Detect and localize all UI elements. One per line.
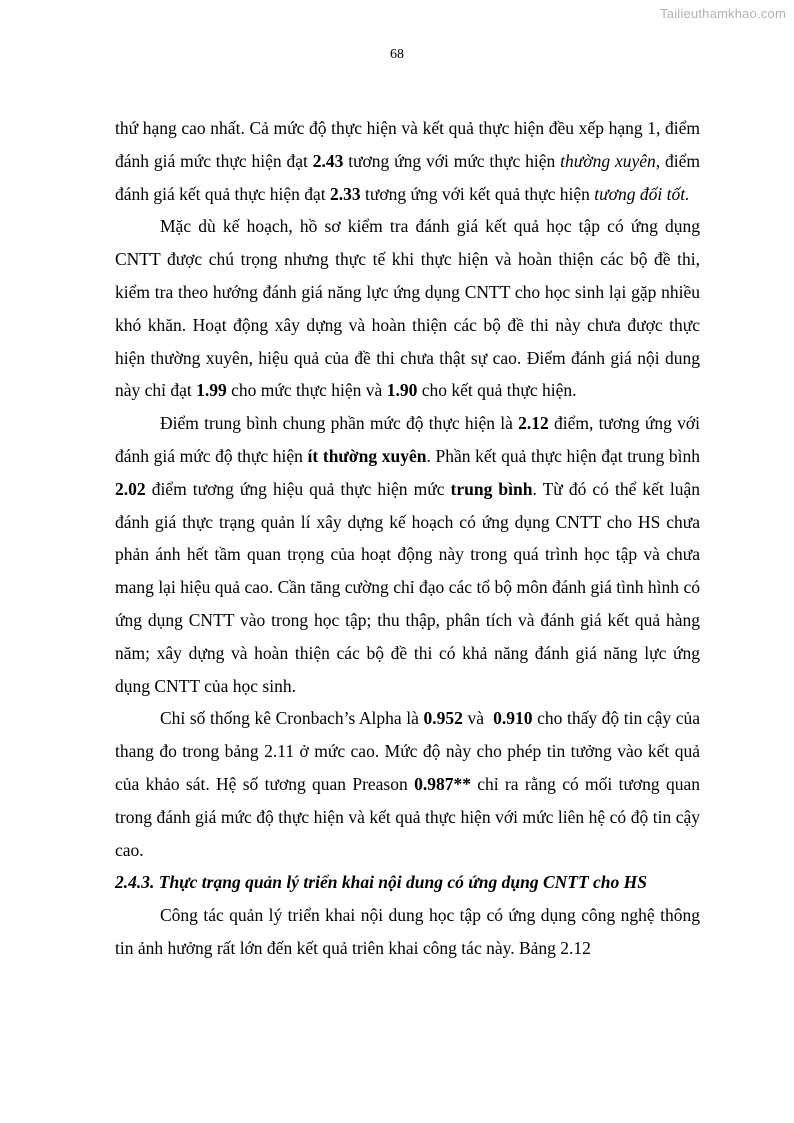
emphasis-trung-binh: trung bình	[450, 478, 533, 499]
text-run: Công tác quản lý triển khai nội dung học tập có ứng dụng công nghệ thông tin ảnh hưởng rất lớn đến kết quả triên khai công tác này. Bảng 2.12	[115, 905, 700, 958]
value-0-910: 0.910	[493, 708, 533, 729]
value-2-12: 2.12	[518, 413, 549, 434]
text-run: cho thấy độ tin cậy của thang đo trong bảng 2.11 ở mức cao. Mức độ này cho phép tin tưởng vào kết quả của khảo sát. Hệ số tương quan Preason	[115, 708, 700, 794]
text-run: chỉ ra rằng có mối tương quan trong đánh giá mức độ thực hiện và kết quả thực hiện với mức liên hệ có độ tin cậy cao.	[115, 773, 701, 860]
value-2-43: 2.43	[312, 150, 344, 171]
section-heading-text: 2.4.3. Thực trạng quản lý triển khai nội dung có ứng dụng CNTT cho HS	[115, 872, 647, 893]
text-run: và	[462, 708, 494, 729]
text-run: tương ứng với mức thực hiện	[343, 150, 561, 171]
text-run: . Phần kết quả thực hiện đạt trung bình	[426, 445, 700, 466]
paragraph-4	[115, 702, 700, 866]
page-number: 68	[390, 47, 404, 62]
text-run: cho kết quả thực hiện.	[417, 380, 577, 401]
text-run: tương ứng với kết quả thực hiện	[360, 183, 595, 204]
paragraph-5	[115, 899, 700, 965]
paragraph-3	[115, 407, 700, 702]
text-run: điểm, tương ứng với đánh giá mức độ thực hiện	[115, 413, 700, 466]
emphasis-thuong-xuyen: thường xuyên,	[560, 150, 661, 171]
text-run: Điểm trung bình chung phần mức độ thực hiện là	[160, 413, 519, 434]
section-heading	[115, 866, 700, 899]
text-run: . Từ đó có thể kết luận đánh giá thực trạng quản lí xây dựng kế hoạch có ứng dụng CNTT cho HS chưa phản ánh hết tầm quan trọng của hoạt động này trong quá trình học tập và chưa mang lại hiệu quả cao. Cần tăng cường chỉ đạo các tổ bộ môn đánh giá tình hình có ứng dụng CNTT vào trong học tập; thu thập, phân tích và đánh giá kết quả hàng năm; xây dựng và hoàn thiện các bộ đề thi có khả năng đánh giá năng lực ứng dụng CNTT của học sinh.	[115, 478, 700, 696]
watermark: Tailieuthamkhao.com	[660, 6, 786, 21]
text-run: điểm đánh giá kết quả thực hiện đạt	[115, 150, 700, 204]
value-1-90: 1.90	[386, 380, 418, 401]
emphasis-tuong-doi-tot: tương đối tốt.	[594, 183, 690, 204]
document-body	[115, 112, 700, 965]
emphasis-it-thuong-xuyen: ít thường xuyên	[307, 445, 427, 466]
value-2-33: 2.33	[330, 183, 361, 204]
text-run: điểm tương ứng hiệu quả thực hiện mức	[145, 478, 451, 499]
text-run: Mặc dù kế hoạch, hồ sơ kiểm tra đánh giá kết quả học tập có ứng dụng CNTT được chú trọng nhưng thực tế khi thực hiện và hoàn thiện các bộ đề thi, kiểm tra theo hướng đánh giá năng lực ứng dụng CNTT cho học sinh lại gặp nhiều khó khăn. Hoạt động xây dựng và hoàn thiện các bộ đề thi này chưa được thực hiện thường xuyên, hiệu quả của đề thi chưa thật sự cao. Điểm đánh giá nội dung này chỉ đạt	[115, 216, 700, 401]
value-0-987: 0.987**	[414, 773, 471, 794]
text-run: Chỉ số thống kê Cronbach’s Alpha là	[160, 708, 424, 729]
paragraph-1	[115, 112, 700, 210]
value-1-99: 1.99	[196, 380, 227, 401]
text-run: thứ hạng cao nhất. Cả mức độ thực hiện và kết quả thực hiện đều xếp hạng 1, điểm đánh giá mức thực hiện đạt	[115, 118, 700, 171]
paragraph-2	[115, 210, 700, 407]
value-0-952: 0.952	[423, 708, 463, 729]
value-2-02: 2.02	[115, 478, 146, 499]
text-run: cho mức thực hiện và	[226, 380, 387, 401]
